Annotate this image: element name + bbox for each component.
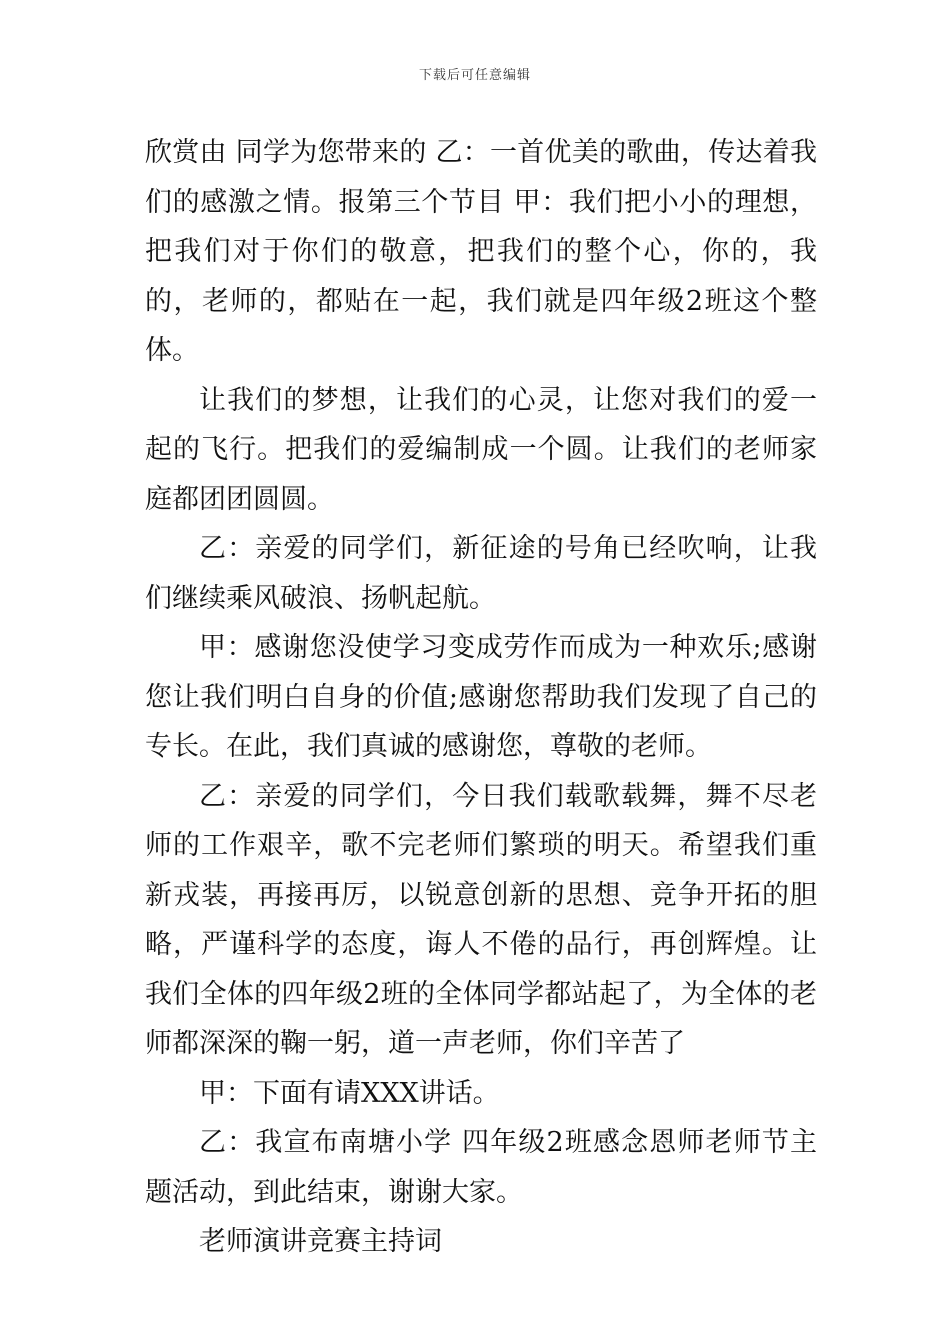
section-title: 老师演讲竞赛主持词 <box>199 1226 442 1257</box>
paragraph: 乙：我宣布南塘小学 四年级2班感念恩师老师节主题活动，到此结束，谢谢大家。 <box>145 1127 817 1208</box>
document-body <box>145 128 817 1267</box>
paragraph: 甲：下面有请XXX讲话。 <box>199 1077 500 1109</box>
paragraph: 让我们的梦想，让我们的心灵，让您对我们的爱一起的飞行。把我们的爱编制成一个圆。让我们的老师家庭都团团圆圆。 <box>145 384 817 515</box>
paragraph: 乙：亲爱的同学们，新征途的号角已经吹响，让我们继续乘风破浪、扬帆起航。 <box>145 533 817 614</box>
paragraph: 甲：感谢您没使学习变成劳作而成为一种欢乐;感谢您让我们明白自身的价值;感谢您帮助我们发现了自己的专长。在此，我们真诚的感谢您，尊敬的老师。 <box>145 632 817 762</box>
paragraph: 乙：亲爱的同学们，今日我们载歌载舞，舞不尽老师的工作艰辛，歌不完老师们繁琐的明天。希望我们重新戎装，再接再厉，以锐意创新的思想、竞争开拓的胆略，严谨科学的态度，诲人不倦的品行，再创辉煌。让我们全体的四年级2班的全体同学都站起了，为全体的老师都深深的鞠一躬，道一声老师，你们辛苦了 <box>145 780 817 1059</box>
page-header: 下载后可任意编辑 <box>418 68 531 83</box>
paragraph: 欣赏由 同学为您带来的 乙：一首优美的歌曲，传达着我们的感激之情。报第三个节目 甲：我们把小小的理想，把我们对于你们的敬意，把我们的整个心，你的，我的，老师的，都贴在一起，我们就是四年级2班这个整体。 <box>145 137 817 366</box>
